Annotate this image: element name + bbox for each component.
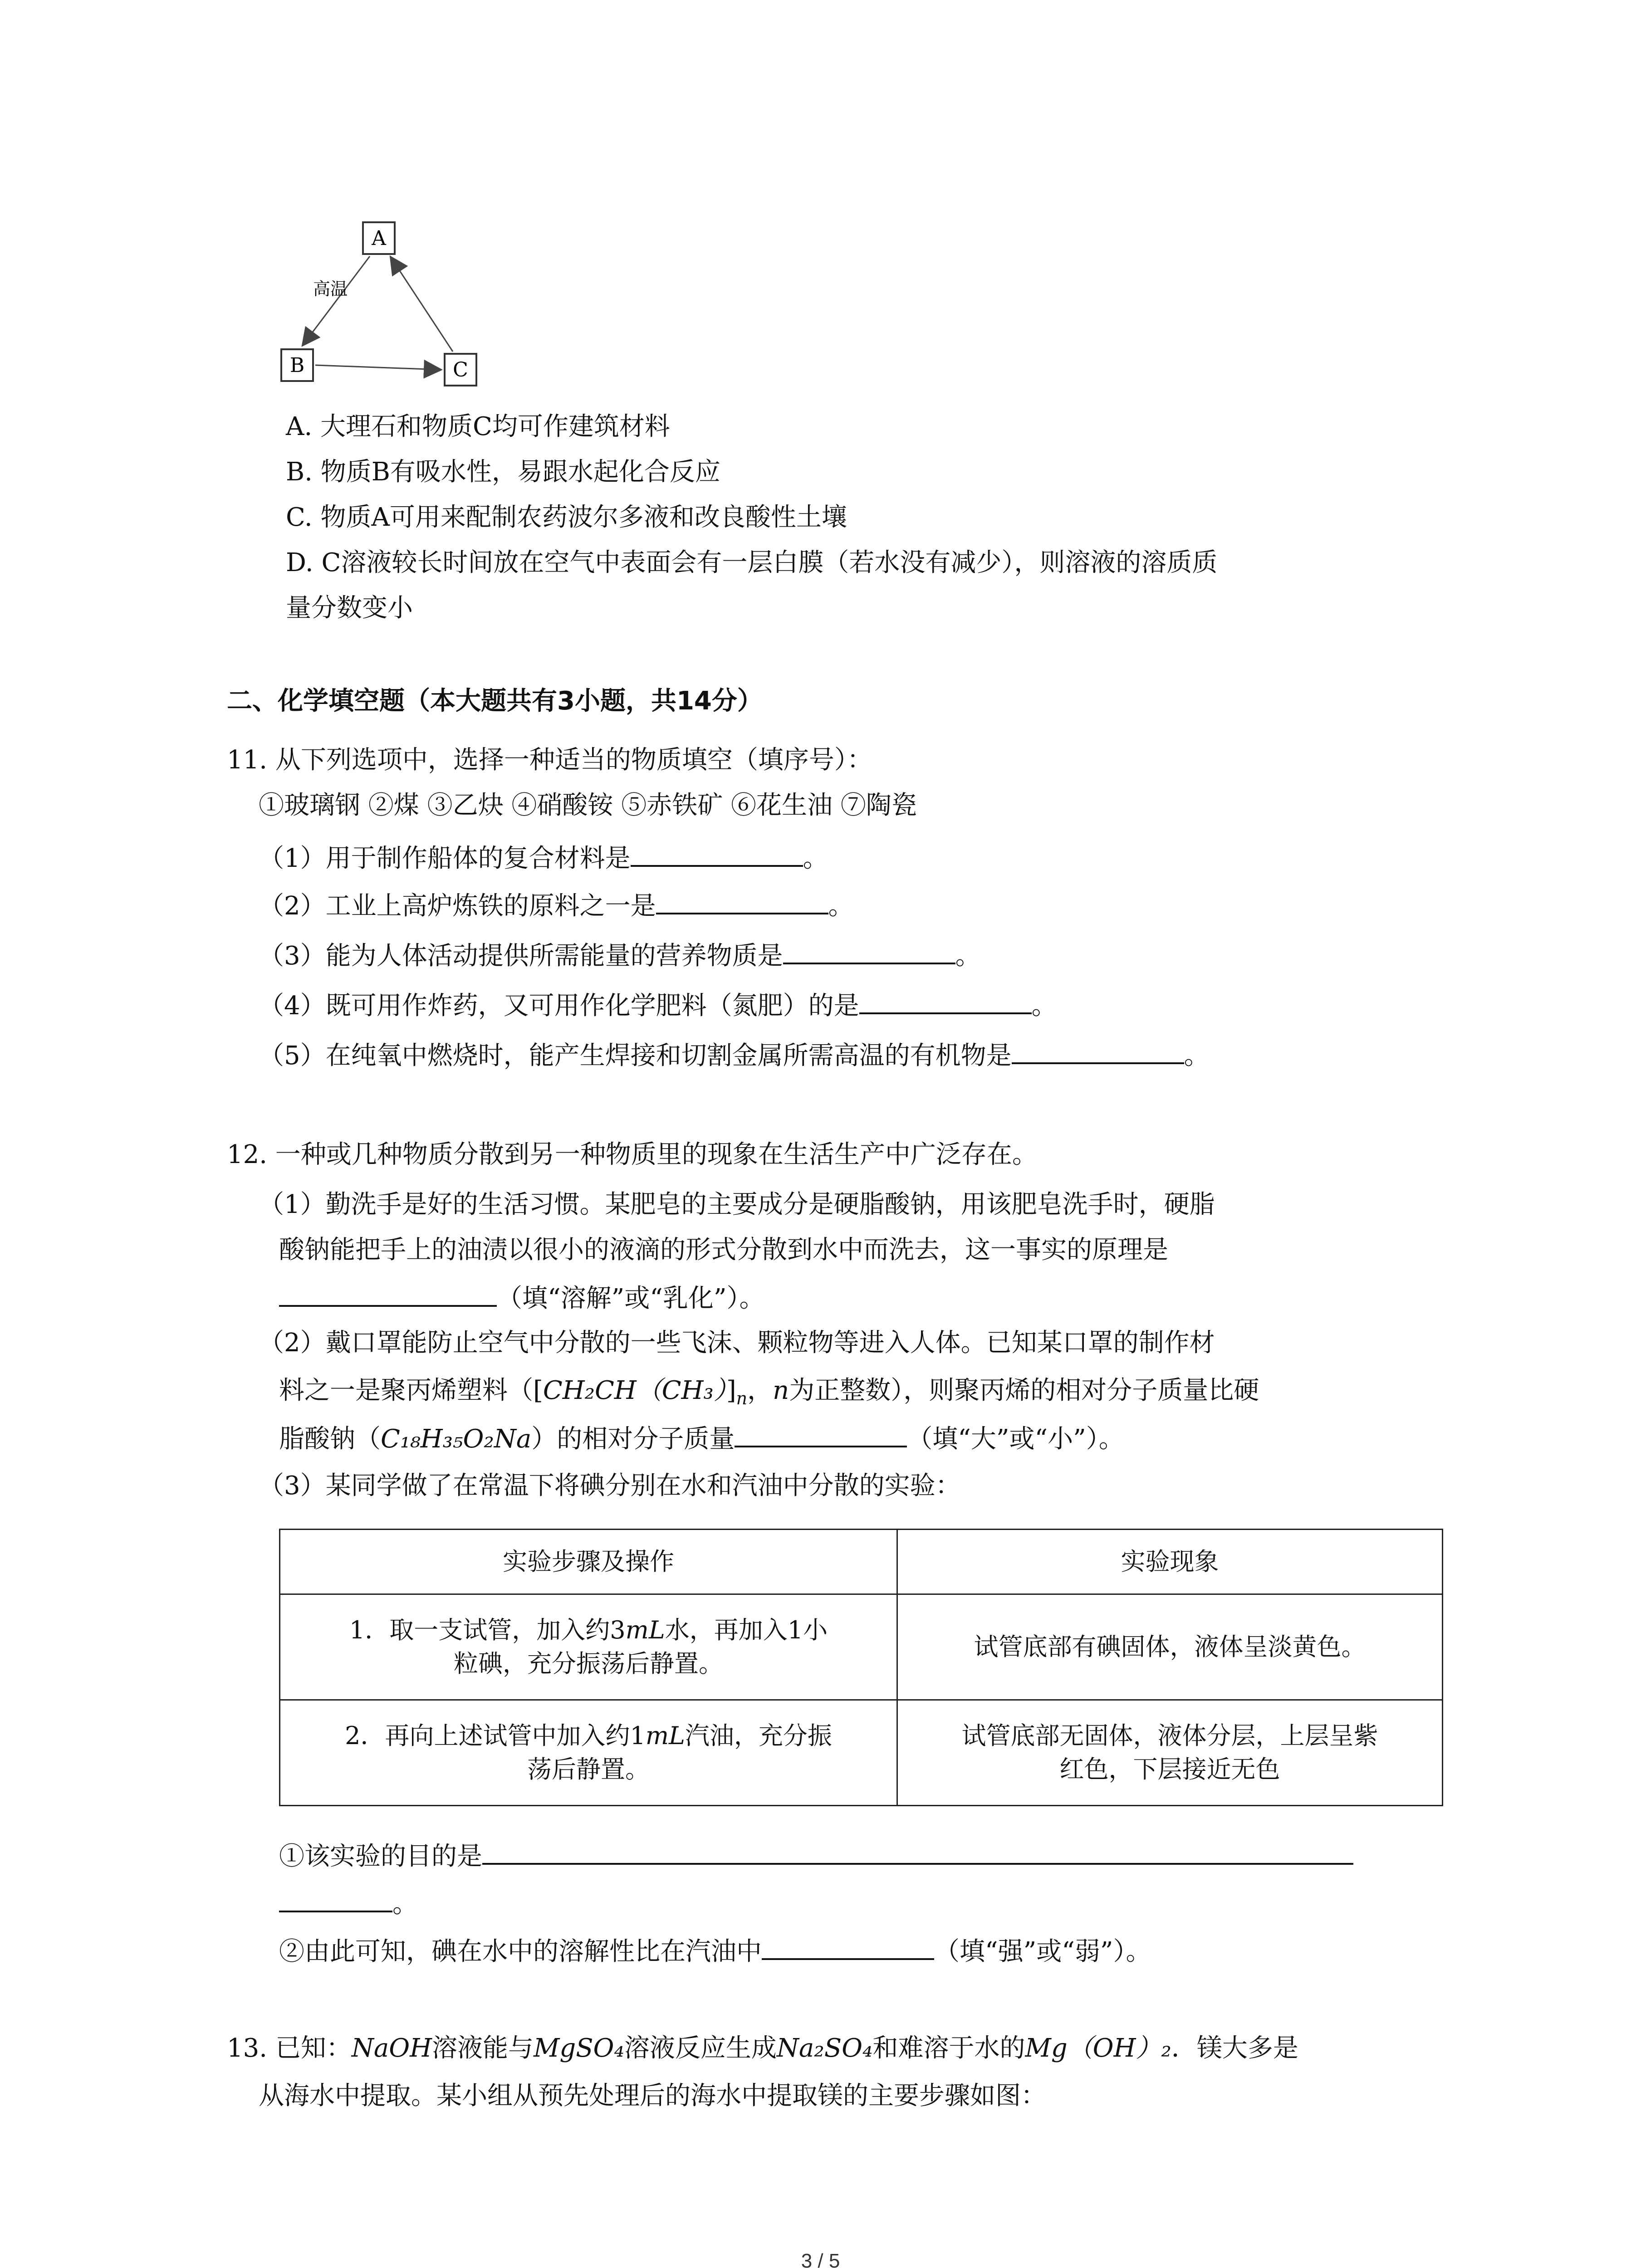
table-row1-step [280,1594,897,1700]
row1-step-c: 粒碘，充分振荡后静置。 [454,1649,723,1678]
q12-part2-blank[interactable] [735,1422,907,1447]
q11-part5-end: 。 [1184,1041,1210,1070]
q11-part2-end: 。 [828,891,854,921]
q13-text-c: 溶液反应生成 [624,2033,777,2063]
q12-part2-line2 [279,1374,1259,1415]
q11-part2-text: （2）工业上高炉炼铁的原料之一是 [259,891,656,921]
q11-part5-blank[interactable] [1012,1039,1184,1064]
table-header-step: 实验步骤及操作 [280,1530,897,1594]
arrow-a-to-b [303,256,370,345]
table-row [280,1700,1443,1806]
table-header-row [280,1530,1443,1594]
q12-part1-blank[interactable] [279,1281,497,1307]
q12-part2-line3-a: 脂酸钠（ [279,1424,381,1454]
q10-option-d-line1: D. C溶液较长时间放在空气中表面会有一层白膜（若水没有减少），则溶液的溶质质 [286,548,1218,577]
q12-part2-line3-b: ）的相对分子质量 [531,1424,735,1454]
q12-question-b-blank[interactable] [762,1935,934,1960]
mgso4-formula: MgSO₄ [534,2033,624,2063]
row2-step-a: 2．再向上述试管中加入约1 [345,1721,646,1750]
q11-part3-end: 。 [955,941,981,971]
q12-part2-line3-c: （填“大”或“小”）。 [907,1424,1124,1454]
q12-part2-n: n [773,1376,789,1405]
q10-option-c: C. 物质A可用来配制农药波尔多液和改良酸性土壤 [286,503,847,532]
q10-option-d-line2: 量分数变小 [286,593,413,623]
q11-part5 [259,1039,1210,1072]
q10-option-b: B. 物质B有吸水性，易跟水起化合反应 [286,457,720,487]
q11-part3 [259,939,981,973]
q11-part5-text: （5）在纯氧中燃烧时，能产生焊接和切割金属所需高温的有机物是 [259,1041,1012,1070]
q11-part4-text: （4）既可用作炸药，又可用作化学肥料（氮肥）的是 [259,991,859,1021]
q11-part2-blank[interactable] [656,889,828,914]
edge-label-high-temp: 高温 [313,279,348,299]
q11-part2 [259,889,854,923]
arrow-c-to-a [391,258,453,352]
q12-part2-text-a: 料之一是聚丙烯塑料（[ [279,1376,543,1405]
q11-part4-blank[interactable] [859,989,1032,1014]
q13-text-d: 和难溶于水的 [872,2033,1025,2063]
q11-stem: 11. 从下列选项中，选择一种适当的物质填空（填序号）： [227,745,872,775]
q12-question-a-blank[interactable] [482,1839,1353,1865]
q12-part2-text-d: 为正整数），则聚丙烯的相对分子质量比硬 [789,1376,1259,1405]
q11-part4-end: 。 [1031,991,1057,1021]
q12-question-b [279,1935,1151,1968]
q12-part1-hint: （填“溶解”或“乳化”）。 [497,1284,765,1313]
q12-part3: （3）某同学做了在常温下将碘分别在水和汽油中分散的实验： [259,1471,961,1501]
row2-result-b: 红色，下层接近无色 [1059,1755,1280,1784]
table-header-result: 实验现象 [897,1530,1443,1594]
row2-step-c: 荡后静置。 [527,1755,650,1784]
node-a-label: A [372,227,386,250]
table-row1-result: 试管底部有碘固体，液体呈淡黄色。 [897,1594,1443,1700]
node-b-label: B [289,354,305,377]
q13-text-b: 溶液能与 [432,2033,534,2063]
row1-unit: mL [625,1616,665,1644]
row2-unit: mL [645,1721,685,1750]
experiment-table [279,1529,1443,1806]
q11-part1-text: （1）用于制作船体的复合材料是 [259,844,631,873]
q13-line2: 从海水中提取。某小组从预先处理后的海水中提取镁的主要步骤如图： [259,2081,1046,2111]
q12-question-a-end: 。 [392,1889,418,1919]
q12-part2-bracket: ] [726,1376,736,1405]
q13-text-a: 13. 已知： [227,2033,352,2063]
q11-choices: ①玻璃钢 ②煤 ③乙炔 ④硝酸铵 ⑤赤铁矿 ⑥花生油 ⑦陶瓷 [259,791,917,820]
mgoh2-formula: Mg（OH）₂ [1025,2033,1171,2063]
row1-step-b: 水，再加入1小 [665,1616,828,1644]
q11-part3-text: （3）能为人体活动提供所需能量的营养物质是 [259,941,783,971]
q10-option-a: A. 大理石和物质C均可作建筑材料 [286,412,670,441]
q12-part2-comma: ， [747,1376,773,1405]
na2so4-formula: Na₂SO₄ [776,2033,873,2063]
naoh-formula: NaOH [351,2033,432,2063]
q12-part2-sub-n: n [736,1388,748,1409]
q11-part1-blank[interactable] [631,841,803,867]
q11-part3-blank[interactable] [783,939,955,964]
q12-question-a-blank-cont[interactable] [279,1887,392,1912]
reaction-triangle-diagram [272,213,508,404]
arrow-b-to-c [315,365,440,370]
q11-part1-end: 。 [803,844,828,873]
polypropylene-formula: CH₂CH（CH₃） [543,1376,726,1405]
q12-stem: 12. 一种或几种物质分散到另一种物质里的现象在生活生产中广泛存在。 [227,1140,1038,1169]
q12-part2-line1: （2）戴口罩能防止空气中分散的一些飞沫、颗粒物等进入人体。已知某口罩的制作材 [259,1328,1215,1358]
page-number: 3 / 5 [801,2250,840,2268]
q12-part2-line3 [279,1422,1124,1456]
table-row2-result [897,1700,1443,1806]
table-row [280,1594,1443,1700]
row2-result-a: 试管底部无固体，液体分层，上层呈紫 [961,1721,1378,1750]
q13-line1 [227,2032,1298,2065]
row1-step-a: 1．取一支试管，加入约3 [349,1616,626,1644]
q11-part1 [259,841,828,875]
q12-question-b-text: ②由此可知，碘在水中的溶解性比在汽油中 [279,1937,762,1966]
row2-step-b: 汽油，充分振 [685,1721,832,1750]
q12-question-a [279,1839,1353,1873]
q12-part1-line2: 酸钠能把手上的油渍以很小的液滴的形式分散到水中而洗去，这一事实的原理是 [279,1235,1168,1265]
section-2-heading: 二、化学填空题（本大题共有3小题，共14分） [227,686,763,716]
table-row2-step [280,1700,897,1806]
q12-question-a-text: ①该实验的目的是 [279,1842,482,1871]
q12-question-b-hint: （填“强”或“弱”）。 [934,1937,1151,1966]
q13-text-e: ．镁大多是 [1171,2033,1298,2063]
sodium-stearate-formula: C₁₈H₃₅O₂Na [381,1424,532,1454]
node-c-label: C [453,358,468,381]
q12-part1-line3 [279,1281,765,1315]
q12-question-a-cont [279,1887,418,1921]
q11-part4 [259,989,1057,1022]
q12-part1-line1: （1）勤洗手是好的生活习惯。某肥皂的主要成分是硬脂酸钠，用该肥皂洗手时，硬脂 [259,1190,1215,1219]
